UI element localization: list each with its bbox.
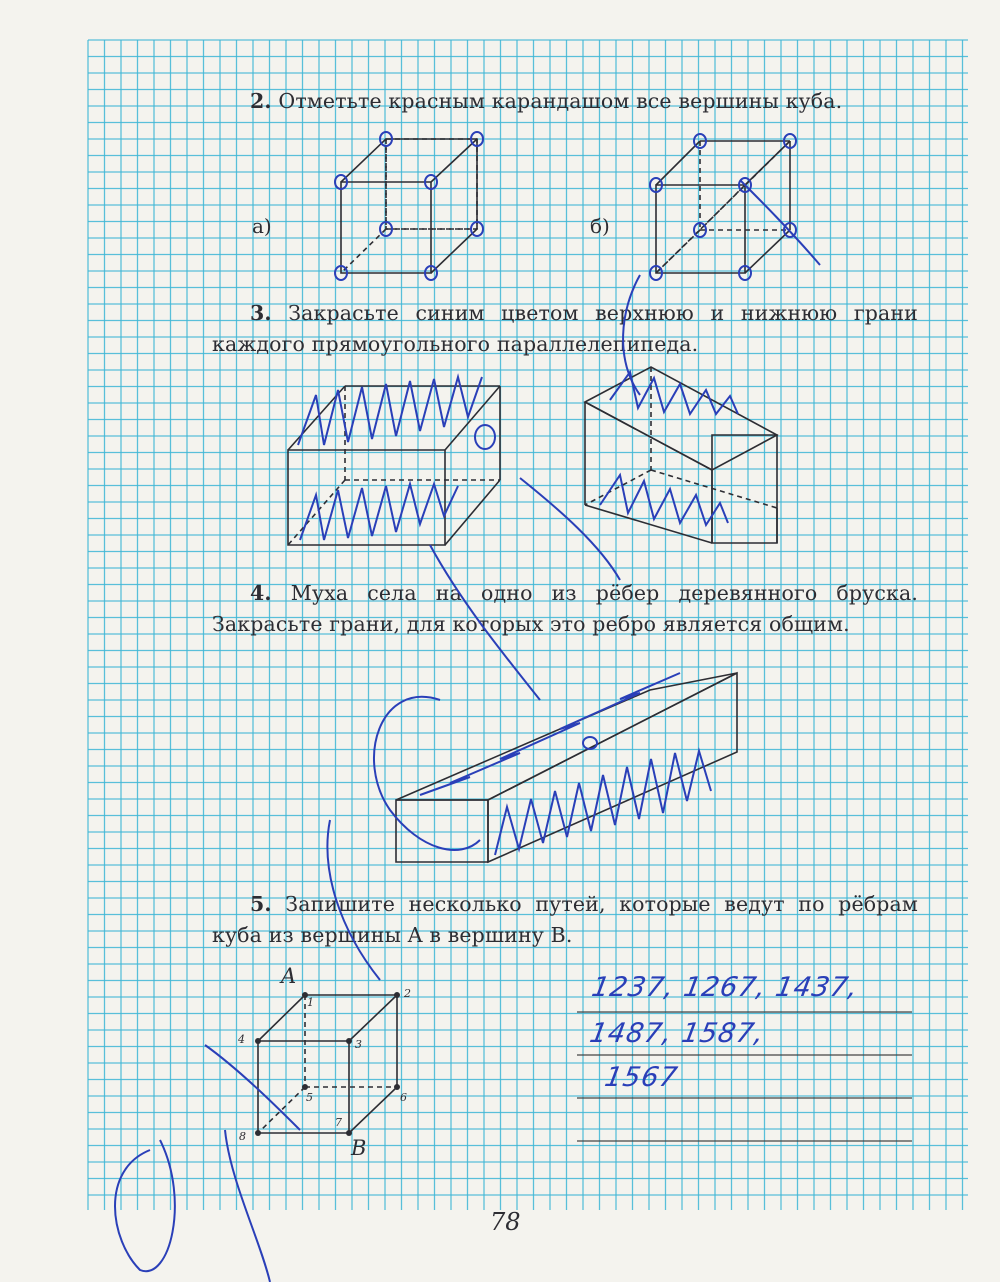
cube-numbered [258, 995, 397, 1133]
label-b: б) [590, 214, 610, 238]
task-3-number: 3. [250, 301, 272, 325]
task-5-body: Запишите несколько путей, которые ведут по рёбрам куба из вершины A в вершину B. [212, 892, 918, 947]
vertex-2: 2 [404, 987, 411, 1000]
cube-b [656, 141, 790, 273]
vertex-3: 3 [355, 1038, 362, 1051]
label-a: а) [252, 214, 272, 238]
task-4-body: Муха села на одно из рёбер деревянного бруска. Закрасьте грани, для которых это ребро является общим. [212, 581, 918, 636]
task-5-number: 5. [250, 892, 272, 916]
task-2-number: 2. [250, 89, 272, 113]
cube-a [341, 139, 477, 273]
vertex-4: 4 [238, 1033, 245, 1046]
answer-line-3: 1567 [602, 1062, 681, 1093]
task-3-body: Закрасьте синим цветом верхнюю и нижнюю грани каждого прямоугольного параллелепипеда. [212, 301, 918, 356]
vertex-b-label: B [351, 1136, 367, 1160]
vertex-5: 5 [306, 1091, 313, 1104]
vertex-1: 1 [307, 996, 314, 1009]
vertex-8: 8 [239, 1130, 246, 1143]
page-number: 78 [490, 1208, 521, 1236]
pen-scribbles [115, 132, 820, 1282]
task-4-number: 4. [250, 581, 272, 605]
task-2-body: Отметьте красным карандашом все вершины куба. [271, 89, 843, 113]
vertex-7: 7 [335, 1116, 342, 1129]
vertex-a-label: A [281, 964, 297, 988]
answer-line-2: 1487, 1587, [587, 1018, 767, 1049]
vertex-6: 6 [400, 1091, 407, 1104]
answer-line-1: 1237, 1267, 1437, [589, 972, 861, 1003]
